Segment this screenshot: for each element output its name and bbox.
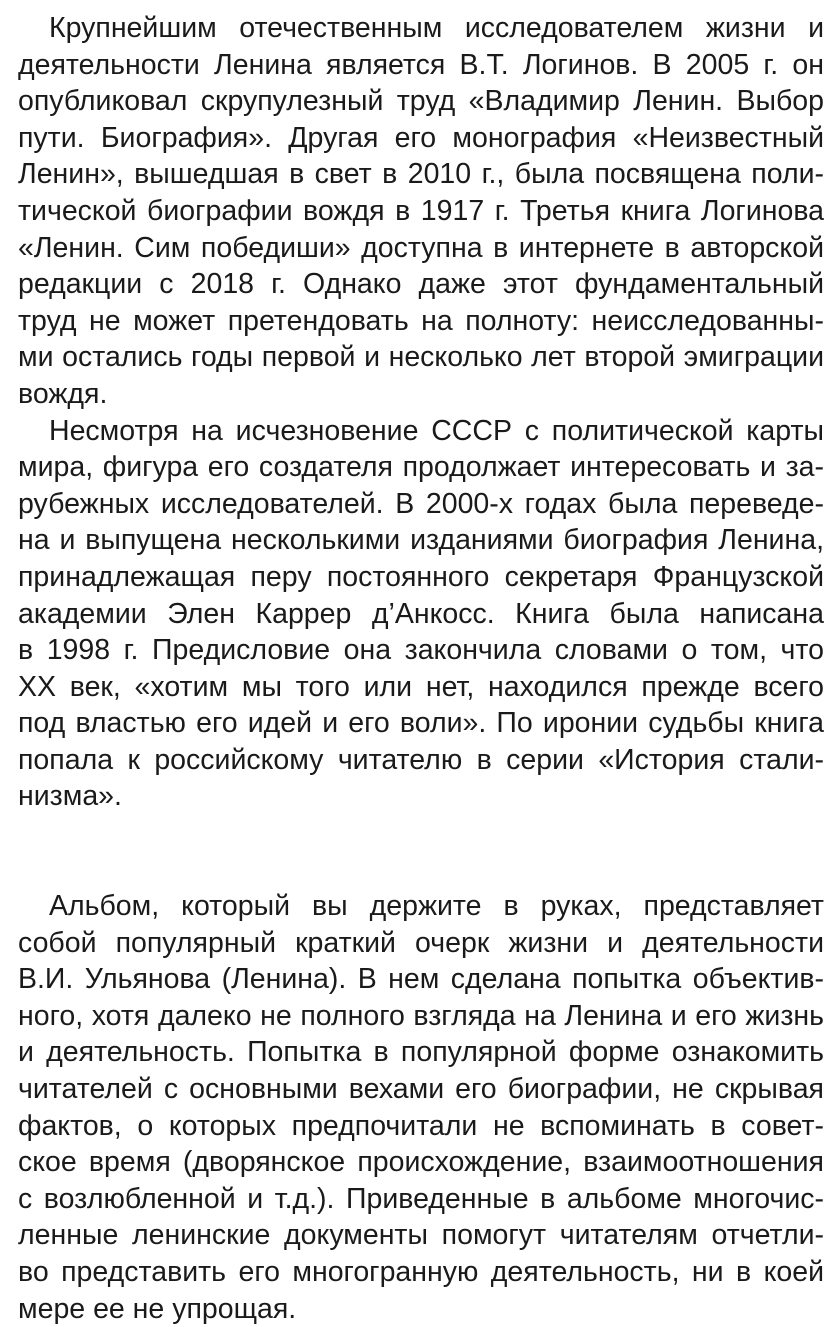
text-line: рубежных исследователей. В 2000-х годах была переведе- xyxy=(18,487,824,520)
text-line: фактов, о которых предпочитали не вспоминать в совет- xyxy=(18,1109,824,1142)
text-line: опубликовал скрупулезный труд «Владимир Ленин. Выбор xyxy=(18,85,824,118)
section-spacer xyxy=(18,815,824,888)
paragraph-album xyxy=(18,888,824,1327)
document-page xyxy=(18,10,824,1327)
text-line: труд не может претендовать на полноту: неисследованны- xyxy=(18,304,824,337)
text-line: на и выпущена несколькими изданиями биография Ленина, xyxy=(18,524,824,557)
text-line: ское время (дворянское происхождение, взаимоотношения xyxy=(18,1146,824,1179)
text-line: Несмотря на исчезновение СССР с политической карты xyxy=(49,414,824,447)
text-line: в 1998 г. Предисловие она закончила словами о том, что xyxy=(18,634,824,667)
text-line: собой популярный краткий очерк жизни и деятельности xyxy=(18,926,824,959)
text-line: низма». xyxy=(18,780,122,813)
text-line: Крупнейшим отечественным исследователем жизни и xyxy=(49,12,824,44)
text-line: XX век, «хотим мы того или нет, находился прежде всего xyxy=(18,670,824,703)
text-line: мира, фигура его создателя продолжает интересовать и за- xyxy=(18,451,824,484)
text-line: пути. Биография». Другая его монография «Неизвестный xyxy=(18,121,824,154)
text-line: во представить его многогранную деятельность, ни в коей xyxy=(18,1256,824,1288)
text-line: попала к российскому читателю в серии «История стали- xyxy=(18,743,824,776)
text-line: «Ленин. Сим победиши» доступна в интернете в авторской xyxy=(18,231,824,264)
text-line: принадлежащая перу постоянного секретаря Французской xyxy=(18,560,824,593)
text-line: Ленин», вышедшая в свет в 2010 г., была посвящена поли- xyxy=(18,158,824,191)
text-line: читателей с основными вехами его биографии, не скрывая xyxy=(18,1073,824,1106)
text-line: ми остались годы первой и несколько лет второй эмиграции xyxy=(18,341,824,374)
text-line: Альбом, который вы держите в руках, представляет xyxy=(49,890,824,923)
text-line: ного, хотя далеко не полного взгляда на Ленина и его жизнь xyxy=(18,999,824,1032)
text-line: с возлюбленной и т.д.). Приведенные в альбоме многочис- xyxy=(18,1182,824,1215)
text-line: В.И. Ульянова (Ленина). В нем сделана попытка объектив- xyxy=(18,963,824,996)
text-line: под властью его идей и его воли». По иронии судьбы книга xyxy=(18,707,824,740)
text-line: редакции с 2018 г. Однако даже этот фундаментальный xyxy=(18,268,824,301)
text-line: академии Элен Каррер д’Анкосс. Книга была написана xyxy=(18,597,824,630)
text-line: тической биографии вождя в 1917 г. Третья книга Логинова xyxy=(18,194,824,227)
text-line: ленные ленинские документы помогут читателям отчетли- xyxy=(18,1219,824,1252)
paragraph-foreign-researchers xyxy=(18,413,824,816)
text-line: деятельности Ленина является В.Т. Логинов. В 2005 г. он xyxy=(18,48,824,81)
paragraph-loginov xyxy=(18,10,824,413)
text-line: мере ее не упрощая. xyxy=(18,1292,297,1325)
text-line: и деятельность. Попытка в популярной форме ознакомить xyxy=(18,1036,824,1069)
text-line: вождя. xyxy=(18,377,108,410)
